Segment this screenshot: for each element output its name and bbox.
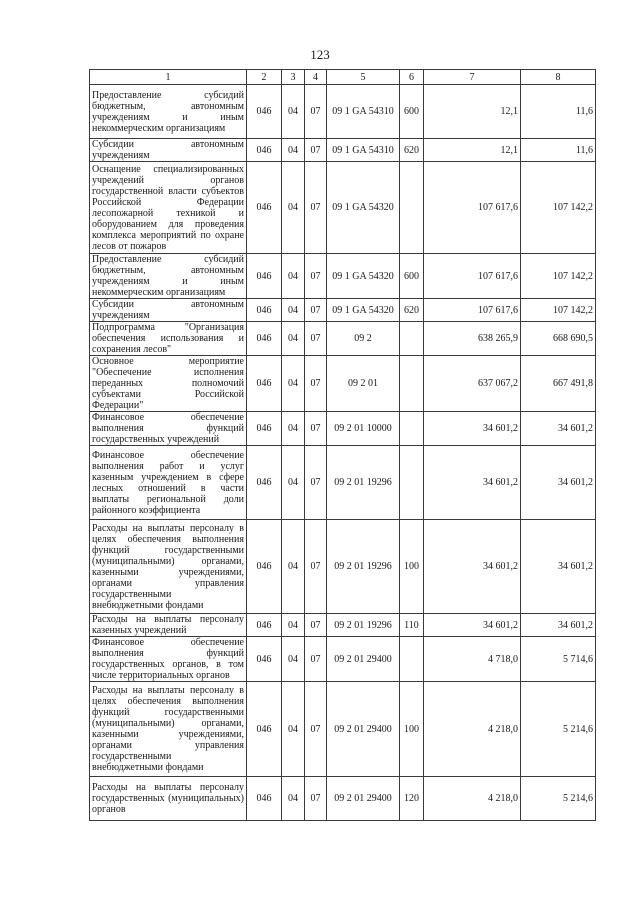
section-code: 04 (282, 254, 305, 299)
expense-type-code: 620 (400, 299, 424, 322)
section-code: 04 (282, 614, 305, 637)
subsection-code: 07 (305, 412, 327, 446)
expense-type-code: 120 (400, 777, 424, 821)
expense-type-code (400, 446, 424, 520)
admin-code: 046 (247, 520, 282, 614)
table-row (90, 299, 596, 322)
expense-type-code (400, 162, 424, 254)
amount-year-1: 637 067,2 (424, 356, 521, 412)
row-name: Финансовое обеспечение выполнения работ и услуг казенным учреждением в сфере лесных отношений в части выплаты региональной доли районного коэффициента (90, 446, 247, 520)
column-header: 7 (424, 70, 521, 85)
subsection-code: 07 (305, 520, 327, 614)
target-code: 09 2 01 19296 (327, 446, 400, 520)
table-row (90, 162, 596, 254)
column-header: 6 (400, 70, 424, 85)
target-code: 09 2 (327, 322, 400, 356)
target-code: 09 2 01 19296 (327, 614, 400, 637)
section-code: 04 (282, 322, 305, 356)
amount-year-1: 12,1 (424, 85, 521, 139)
amount-year-1: 107 617,6 (424, 254, 521, 299)
admin-code: 046 (247, 254, 282, 299)
target-code: 09 2 01 (327, 356, 400, 412)
expense-type-code: 600 (400, 254, 424, 299)
amount-year-1: 34 601,2 (424, 520, 521, 614)
target-code: 09 1 GA 54320 (327, 299, 400, 322)
amount-year-2: 107 142,2 (521, 162, 596, 254)
table-row (90, 446, 596, 520)
target-code: 09 2 01 19296 (327, 520, 400, 614)
admin-code: 046 (247, 777, 282, 821)
subsection-code: 07 (305, 446, 327, 520)
subsection-code: 07 (305, 356, 327, 412)
table-row (90, 85, 596, 139)
admin-code: 046 (247, 139, 282, 162)
amount-year-1: 34 601,2 (424, 412, 521, 446)
admin-code: 046 (247, 85, 282, 139)
subsection-code: 07 (305, 254, 327, 299)
amount-year-1: 4 218,0 (424, 682, 521, 777)
table-row (90, 777, 596, 821)
amount-year-2: 5 214,6 (521, 777, 596, 821)
admin-code: 046 (247, 299, 282, 322)
section-code: 04 (282, 162, 305, 254)
amount-year-2: 11,6 (521, 85, 596, 139)
subsection-code: 07 (305, 162, 327, 254)
amount-year-2: 34 601,2 (521, 614, 596, 637)
row-name: Оснащение специализированных учреждений органов государственной власти субъектов Российской Федерации лесопожарной техникой и оборудованием для проведения комплекса мероприятий по охране лесов от пожаров (90, 162, 247, 254)
admin-code: 046 (247, 682, 282, 777)
target-code: 09 1 GA 54310 (327, 85, 400, 139)
row-name: Субсидии автономным учреждениям (90, 139, 247, 162)
admin-code: 046 (247, 637, 282, 682)
table-row (90, 254, 596, 299)
amount-year-1: 4 218,0 (424, 777, 521, 821)
amount-year-2: 107 142,2 (521, 254, 596, 299)
subsection-code: 07 (305, 777, 327, 821)
amount-year-2: 11,6 (521, 139, 596, 162)
amount-year-1: 34 601,2 (424, 614, 521, 637)
expense-type-code (400, 412, 424, 446)
row-name: Субсидии автономным учреждениям (90, 299, 247, 322)
table-row (90, 322, 596, 356)
amount-year-1: 638 265,9 (424, 322, 521, 356)
admin-code: 046 (247, 356, 282, 412)
subsection-code: 07 (305, 637, 327, 682)
expense-type-code: 620 (400, 139, 424, 162)
budget-table (89, 69, 596, 821)
subsection-code: 07 (305, 322, 327, 356)
subsection-code: 07 (305, 614, 327, 637)
amount-year-1: 107 617,6 (424, 299, 521, 322)
admin-code: 046 (247, 446, 282, 520)
target-code: 09 1 GA 54310 (327, 139, 400, 162)
target-code: 09 1 GA 54320 (327, 254, 400, 299)
amount-year-1: 12,1 (424, 139, 521, 162)
expense-type-code: 100 (400, 682, 424, 777)
expense-type-code: 600 (400, 85, 424, 139)
expense-type-code: 110 (400, 614, 424, 637)
admin-code: 046 (247, 322, 282, 356)
section-code: 04 (282, 777, 305, 821)
section-code: 04 (282, 299, 305, 322)
table-row (90, 412, 596, 446)
row-name: Расходы на выплаты персоналу в целях обеспечения выполнения функций государственными (муниципальными) органами, казенными учреждениями, органами управления государственными внебюджетными фондами (90, 682, 247, 777)
target-code: 09 2 01 10000 (327, 412, 400, 446)
subsection-code: 07 (305, 682, 327, 777)
section-code: 04 (282, 356, 305, 412)
expense-type-code (400, 322, 424, 356)
amount-year-2: 5 214,6 (521, 682, 596, 777)
admin-code: 046 (247, 412, 282, 446)
section-code: 04 (282, 446, 305, 520)
amount-year-2: 34 601,2 (521, 446, 596, 520)
amount-year-2: 34 601,2 (521, 412, 596, 446)
row-name: Предоставление субсидий бюджетным, автономным учреждениям и иным некоммерческим организациям (90, 85, 247, 139)
row-name: Расходы на выплаты персоналу государственных (муниципальных) органов (90, 777, 247, 821)
amount-year-2: 34 601,2 (521, 520, 596, 614)
table-row (90, 614, 596, 637)
amount-year-2: 668 690,5 (521, 322, 596, 356)
column-header: 2 (247, 70, 282, 85)
column-header: 4 (305, 70, 327, 85)
amount-year-2: 5 714,6 (521, 637, 596, 682)
row-name: Предоставление субсидий бюджетным, автономным учреждениям и иным некоммерческим организациям (90, 254, 247, 299)
admin-code: 046 (247, 614, 282, 637)
column-header: 1 (90, 70, 247, 85)
section-code: 04 (282, 520, 305, 614)
column-header: 5 (327, 70, 400, 85)
subsection-code: 07 (305, 299, 327, 322)
amount-year-1: 34 601,2 (424, 446, 521, 520)
row-name: Расходы на выплаты персоналу казенных учреждений (90, 614, 247, 637)
row-name: Финансовое обеспечение выполнения функций государственных учреждений (90, 412, 247, 446)
amount-year-2: 667 491,8 (521, 356, 596, 412)
row-name: Расходы на выплаты персоналу в целях обеспечения выполнения функций государственными (муниципальными) органами, казенными учреждениями, органами управления государственными внебюджетными фондами (90, 520, 247, 614)
header-row (90, 70, 596, 85)
subsection-code: 07 (305, 85, 327, 139)
section-code: 04 (282, 637, 305, 682)
amount-year-1: 107 617,6 (424, 162, 521, 254)
row-name: Подпрограмма "Организация обеспечения использования и сохранения лесов" (90, 322, 247, 356)
column-header: 8 (521, 70, 596, 85)
table-row (90, 139, 596, 162)
target-code: 09 2 01 29400 (327, 682, 400, 777)
expense-type-code (400, 356, 424, 412)
admin-code: 046 (247, 162, 282, 254)
row-name: Финансовое обеспечение выполнения функций государственных органов, в том числе территориальных органов (90, 637, 247, 682)
target-code: 09 1 GA 54320 (327, 162, 400, 254)
section-code: 04 (282, 682, 305, 777)
section-code: 04 (282, 139, 305, 162)
table-row (90, 356, 596, 412)
section-code: 04 (282, 85, 305, 139)
target-code: 09 2 01 29400 (327, 777, 400, 821)
table-row (90, 637, 596, 682)
amount-year-2: 107 142,2 (521, 299, 596, 322)
table-row (90, 520, 596, 614)
target-code: 09 2 01 29400 (327, 637, 400, 682)
expense-type-code: 100 (400, 520, 424, 614)
amount-year-1: 4 718,0 (424, 637, 521, 682)
page-number: 123 (310, 47, 330, 62)
subsection-code: 07 (305, 139, 327, 162)
section-code: 04 (282, 412, 305, 446)
table-row (90, 682, 596, 777)
row-name: Основное мероприятие "Обеспечение исполнения переданных полномочий субъектами Российской Федерации" (90, 356, 247, 412)
expense-type-code (400, 637, 424, 682)
column-header: 3 (282, 70, 305, 85)
